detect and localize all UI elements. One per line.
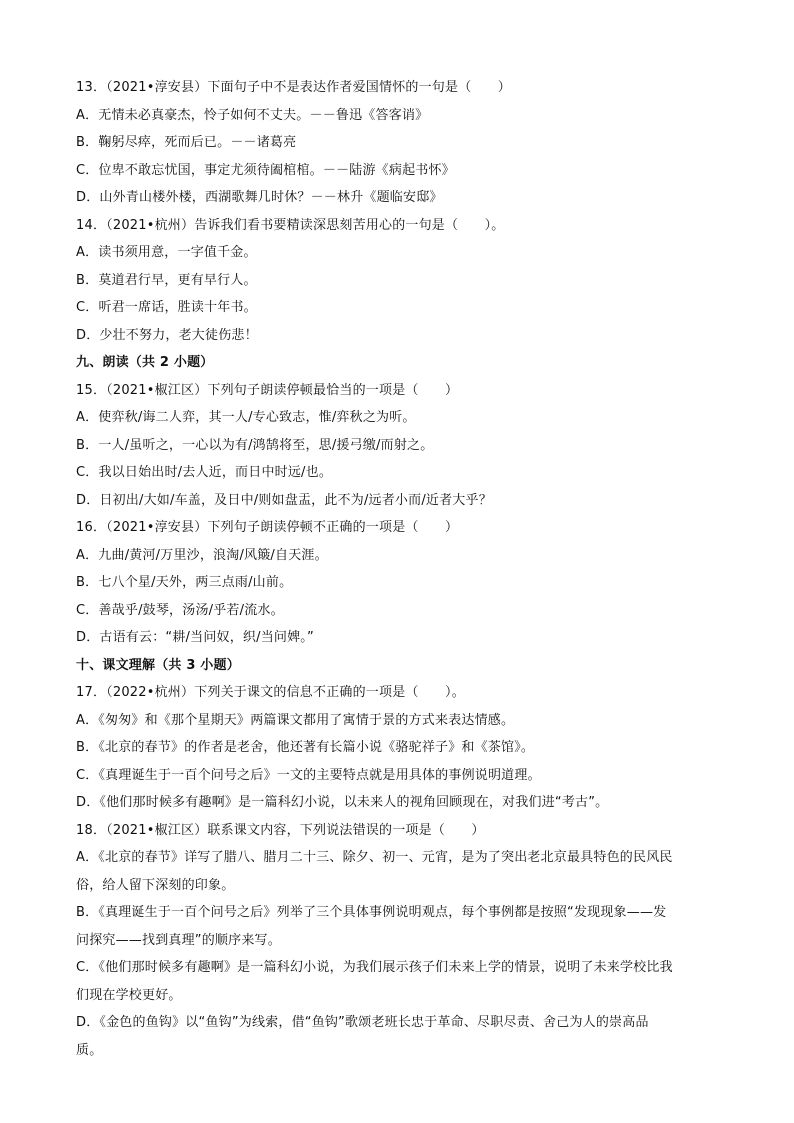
option-15-a: A．使弈秋/诲二人弈，其一人/专心致志，惟/弈秋之为听。 xyxy=(76,410,416,425)
option-17-b: B．《北京的春节》的作者是老舍，他还著有长篇小说《骆驼祥子》和《茶馆》。 xyxy=(76,740,535,755)
option-18-c: C．《他们那时候多有趣啊》是一篇科幻小说，为我们展示孩子们未来上学的情景，说明了未来学校比我 xyxy=(76,960,673,975)
option-13-c: C．位卑不敢忘忧国，事定尤须待阖棺棺。－－陆游《病起书怀》 xyxy=(76,162,455,178)
option-15-b: B．一人/虽听之，一心以为有/鸿鹄将至，思/援弓缴/而射之。 xyxy=(76,437,434,453)
document-body xyxy=(76,74,726,1064)
option-18-d-cont: 质。 xyxy=(76,1042,103,1058)
option-14-d: D．少壮不努力，老大徒伤悲！ xyxy=(76,327,258,343)
option-13-d: D．山外青山楼外楼，西湖歌舞几时休？－－林升《题临安邸》 xyxy=(76,190,443,205)
option-15-c: C．我以日始出时/去人近，而日中时远/也。 xyxy=(76,465,333,480)
option-17-d: D．《他们那时候多有趣啊》是一篇科幻小说，以未来人的视角回顾现在，对我们进“考古”。 xyxy=(76,795,609,810)
option-16-a: A．九曲/黄河/万里沙，浪淘/风簸/自天涯。 xyxy=(76,547,328,563)
option-14-a: A．读书须用意，一字值千金。 xyxy=(76,245,257,260)
option-18-b-cont: 问探究——找到真理”的顺序来写。 xyxy=(76,932,281,948)
option-13-b: B．鞠躬尽瘁，死而后已。－－诸葛亮 xyxy=(76,135,297,150)
option-18-a: A．《北京的春节》详写了腊八、腊月二十三、除夕、初一、元宵，是为了突出老北京最具特色的民风民 xyxy=(76,850,673,865)
option-16-c: C．善哉乎/鼓琴，汤汤/乎若/流水。 xyxy=(76,602,284,618)
option-18-a-cont: 俗，给人留下深刻的印象。 xyxy=(76,877,235,893)
question-18: 18．（2021•椒江区）联系课文内容，下列说法错误的一项是（ ） xyxy=(76,822,485,838)
section-heading-reading: 九、朗读（共 2 小题） xyxy=(76,355,214,370)
question-16: 16．（2021•淳安县）下列句子朗读停顿不正确的一项是（ ） xyxy=(76,520,459,535)
option-16-b: B．七八个星/天外，两三点雨/山前。 xyxy=(76,575,293,590)
option-15-d: D．日初出/大如/车盖，及日中/则如盘盂，此不为/远者小而/近者大乎？ xyxy=(76,492,492,508)
question-14: 14．（2021•杭州）告诉我们看书要精读深思刻苦用心的一句是（ ）。 xyxy=(76,217,505,233)
section-heading-comprehension: 十、课文理解（共 3 小题） xyxy=(76,657,240,673)
option-18-b: B．《真理诞生于一百个问号之后》列举了三个具体事例说明观点，每个事例都是按照“发现现象——发 xyxy=(76,905,667,920)
question-15: 15．（2021•椒江区）下列句子朗读停顿最恰当的一项是（ ） xyxy=(76,382,459,398)
option-17-c: C．《真理诞生于一百个问号之后》一文的主要特点就是用具体的事例说明道理。 xyxy=(76,767,541,783)
question-13: 13．（2021•淳安县）下面句子中不是表达作者爱国情怀的一句是（ ） xyxy=(76,80,511,95)
option-13-a: A．无情未必真豪杰，怜子如何不丈夫。－－鲁迅《答客诮》 xyxy=(76,107,429,123)
option-14-c: C．听君一席话，胜读十年书。 xyxy=(76,300,257,315)
option-18-d: D．《金色的鱼钩》以“鱼钩”为线索，借“鱼钩”歌颂老班长忠于革命、尽职尽责、舍己为人的崇高品 xyxy=(76,1015,649,1030)
option-17-a: A．《匆匆》和《那个星期天》两篇课文都用了寓情于景的方式来表达情感。 xyxy=(76,712,515,728)
option-16-d: D．古语有云：“耕/当问奴，织/当问婢。” xyxy=(76,630,314,645)
option-18-c-cont: 们现在学校更好。 xyxy=(76,987,182,1003)
question-17: 17．（2022•杭州）下列关于课文的信息不正确的一项是（ ）。 xyxy=(76,685,465,700)
option-14-b: B．莫道君行早，更有早行人。 xyxy=(76,272,257,288)
